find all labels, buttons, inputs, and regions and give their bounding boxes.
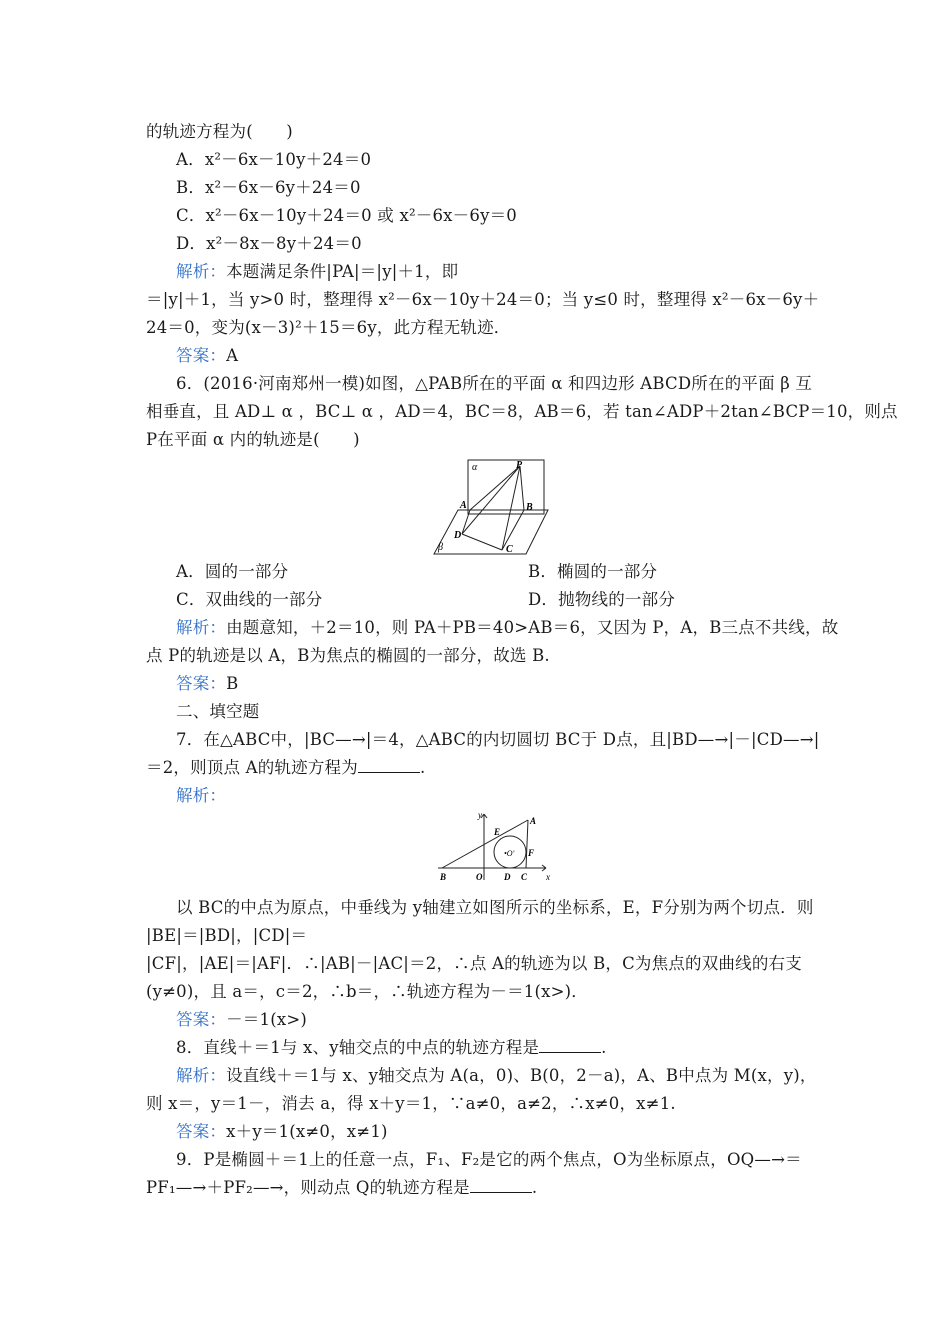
answer-label: 答案：	[176, 1122, 227, 1141]
q6-stem-line1: 6．(2016·河南郑州一模)如图，△PAB所在的平面 α 和四边形 ABCD所在的平面 β 互	[176, 374, 813, 393]
analysis-label: 解析：	[176, 618, 227, 637]
q5-option-b: B．x²－6x－6y＋24＝0	[176, 178, 361, 197]
answer-blank	[539, 1038, 601, 1053]
section-heading: 二、填空题	[176, 702, 260, 721]
label-x: x	[546, 872, 550, 882]
q7-analysis-line1: 以 BC的中点为原点，中垂线为 y轴建立如图所示的坐标系，E，F分别为两个切点．则	[176, 898, 814, 917]
label-P: P	[516, 460, 523, 471]
label-alpha: α	[472, 462, 478, 473]
q7-stem-line2: ＝2，则顶点 A的轨迹方程为 .	[146, 758, 426, 777]
q6-option-a: A．圆的一部分	[176, 562, 289, 581]
q9-stem-line1: 9．P是椭圆＋＝1上的任意一点，F₁、F₂是它的两个焦点，O为坐标原点，OQ—→＝	[176, 1150, 802, 1169]
label-A: A	[460, 500, 467, 511]
label-F: F	[528, 848, 535, 858]
q6-option-d: D．抛物线的一部分	[528, 590, 676, 609]
label-y: y	[478, 810, 482, 820]
label-O-prime: •O′	[504, 849, 515, 858]
q7-analysis-line3: |CF|，|AE|＝|AF|．∴|AB|－|AC|＝2，∴点 A的轨迹为以 B，C为焦点的双曲线的右支	[146, 954, 802, 973]
answer-label: 答案：	[176, 674, 227, 693]
q6-option-b: B．椭圆的一部分	[528, 562, 658, 581]
label-O: O	[476, 872, 483, 882]
answer-blank	[358, 758, 420, 773]
label-D: D	[504, 872, 511, 882]
q6-option-c: C．双曲线的一部分	[176, 590, 323, 609]
q9-stem-line2: PF₁—→＋PF₂—→，则动点 Q的轨迹方程是 .	[146, 1178, 538, 1197]
q5-option-d: D．x²－8x－8y＋24＝0	[176, 234, 362, 253]
side-AB	[442, 820, 528, 868]
analysis-label: 解析：	[176, 262, 227, 281]
label-C: C	[506, 544, 513, 555]
side-AC	[526, 820, 528, 868]
answer-label: 答案：	[176, 1010, 227, 1029]
analysis-label: 解析：	[176, 1066, 227, 1085]
q6-stem-line2: 相垂直，且 AD⊥ α ，BC⊥ α ，AD＝4，BC＝8，AB＝6，若 tan∠ADP＋2tan∠BCP＝10，则点	[146, 402, 898, 421]
label-D: D	[454, 530, 462, 541]
q5-option-c: C．x²－6x－10y＋24＝0 或 x²－6x－6y＝0	[176, 206, 517, 225]
q6-stem-line3: P在平面 α 内的轨迹是( )	[146, 430, 360, 449]
answer-blank	[470, 1178, 532, 1193]
label-B: B	[526, 502, 533, 513]
q6-figure	[432, 456, 554, 558]
q5-analysis-line2: ＝|y|＋1，当 y>0 时，整理得 x²－6x－10y＋24＝0；当 y≤0 时，整理得 x²－6x－6y＋	[146, 290, 820, 309]
q5-analysis-line1: 解析：本题满足条件|PA|＝|y|＋1，即	[176, 262, 459, 281]
q8-analysis-line2: 则 x＝，y＝1－，消去 a，得 x＋y＝1，∵a≠0，a≠2，∴x≠0，x≠1.	[146, 1094, 676, 1113]
label-A: A	[530, 816, 537, 826]
q7-analysis-line4: (y≠0)，且 a＝，c＝2，∴b＝，∴轨迹方程为－＝1(x>)．	[146, 982, 589, 1001]
label-E: E	[494, 827, 501, 837]
q7-analysis-label: 解析：	[176, 786, 227, 805]
q7-analysis-line2: |BE|＝|BD|，|CD|＝	[146, 926, 308, 945]
q8-stem: 8．直线＋＝1与 x、y轴交点的中点的轨迹方程是 .	[176, 1038, 607, 1057]
q5-stem-tail: 的轨迹方程为( )	[146, 122, 293, 141]
q6-answer: 答案：B	[176, 674, 239, 693]
label-beta: β	[438, 542, 443, 553]
q8-answer: 答案：x＋y＝1(x≠0，x≠1)	[176, 1122, 388, 1141]
answer-label: 答案：	[176, 346, 227, 365]
q7-figure	[436, 810, 552, 884]
label-B: B	[440, 872, 447, 882]
q6-analysis-line2: 点 P的轨迹是以 A，B为焦点的椭圆的一部分，故选 B.	[146, 646, 550, 665]
q8-analysis-line1: 解析：设直线＋＝1与 x、y轴交点为 A(a，0)、B(0，2－a)，A、B中点为 M(x，y)，	[176, 1066, 817, 1085]
q6-analysis-line1: 解析：由题意知，＋2＝10，则 PA＋PB＝40>AB＝6，又因为 P，A，B三点不共线，故	[176, 618, 839, 637]
q5-option-a: A．x²－6x－10y＋24＝0	[176, 150, 372, 169]
plane-beta-outline	[434, 510, 548, 554]
label-C: C	[521, 872, 528, 882]
q5-analysis-line3: 24＝0，变为(x－3)²＋15＝6y，此方程无轨迹．	[146, 318, 511, 337]
q7-stem-line1: 7．在△ABC中，|BC—→|＝4，△ABC的内切圆切 BC于 D点，且|BD—→|－|CD—→|	[176, 730, 820, 749]
q5-answer: 答案：A	[176, 346, 239, 365]
q7-answer: 答案：－＝1(x>)	[176, 1010, 308, 1029]
